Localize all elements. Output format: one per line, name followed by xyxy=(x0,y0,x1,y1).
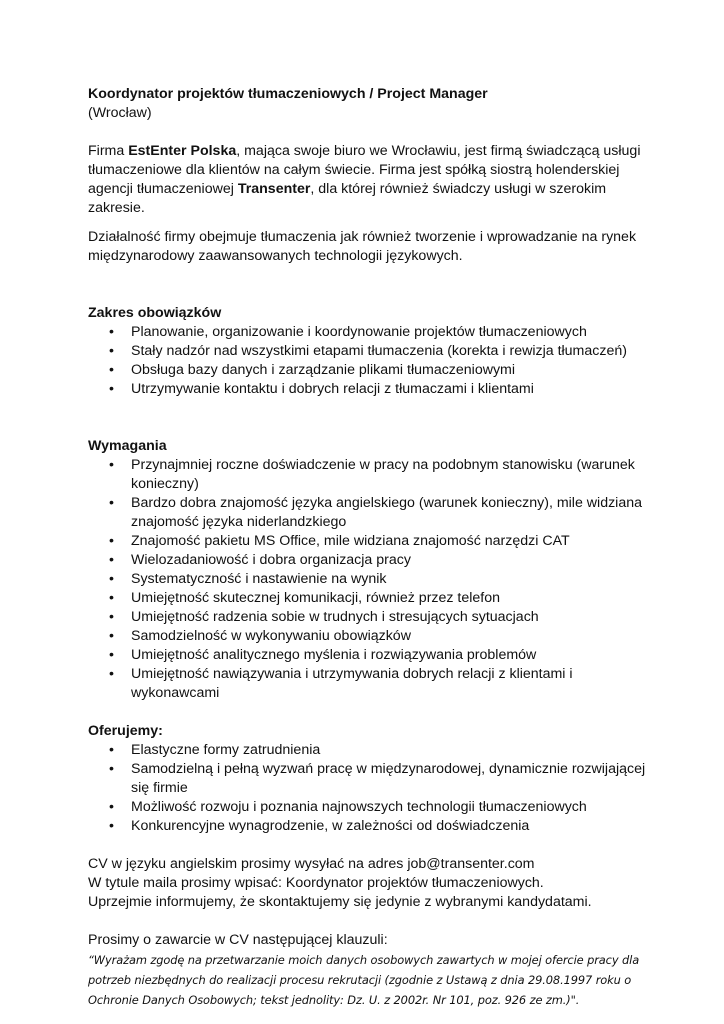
job-location: (Wrocław) xyxy=(88,105,152,121)
offer-list xyxy=(88,741,648,836)
clause-intro: Prosimy o zawarcie w CV następującej klauzuli: xyxy=(88,932,388,948)
list-item: • Utrzymywanie kontaktu i dobrych relacji z tłumaczami i klientami xyxy=(88,380,648,399)
document-page xyxy=(88,85,648,1010)
intro-paragraph-activity: Działalność firmy obejmuje tłumaczenia jak również tworzenie i wprowadzanie na rynek międzynarodowy zaawansowanych technologii językowych. xyxy=(88,229,637,264)
list-item: • Bardzo dobra znajomość języka angielskiego (warunek konieczny), mile widziana znajomość języka niderlandzkiego xyxy=(88,494,648,532)
application-notice-line: Uprzejmie informujemy, że skontaktujemy się jedynie z wybranymi kandydatami. xyxy=(88,894,592,910)
list-item: • Umiejętność nawiązywania i utrzymywania dobrych relacji z klientami i wykonawcami xyxy=(88,665,648,703)
responsibilities-list xyxy=(88,323,648,399)
application-email-line: CV w języku angielskim prosimy wysyłać na adres job@transenter.com xyxy=(88,856,535,872)
list-item: • Konkurencyjne wynagrodzenie, w zależności od doświadczenia xyxy=(88,817,648,836)
requirements-list xyxy=(88,456,648,703)
list-item: • Obsługa bazy danych i zarządzanie plikami tłumaczeniowymi xyxy=(88,361,648,380)
list-item: • Systematyczność i nastawienie na wynik xyxy=(88,570,648,589)
list-item: • Umiejętność radzenia sobie w trudnych i stresujących sytuacjach xyxy=(88,608,648,627)
list-item: • Samodzielność w wykonywaniu obowiązków xyxy=(88,627,648,646)
intro-text-b: , mająca swoje biuro we Wrocławiu, jest firmą świadczącą usługi tłumaczeniowe dla klientów na całym świecie. Firma jest spółką siostrą holenderskiej agencji tłumaczeniowej xyxy=(88,143,641,197)
list-item: • Wielozadaniowość i dobra organizacja pracy xyxy=(88,551,648,570)
list-item: • Planowanie, organizowanie i koordynowanie projektów tłumaczeniowych xyxy=(88,323,648,342)
intro-paragraph-company xyxy=(88,142,648,218)
list-item: • Możliwość rozwoju i poznania najnowszych technologii tłumaczeniowych xyxy=(88,798,648,817)
list-item: • Umiejętność skutecznej komunikacji, również przez telefon xyxy=(88,589,648,608)
list-item: • Elastyczne formy zatrudnienia xyxy=(88,741,648,760)
intro-text-c: , dla której również świadczy usługi w szerokim zakresie. xyxy=(88,181,607,216)
list-item: • Umiejętność analitycznego myślenia i rozwiązywania problemów xyxy=(88,646,648,665)
job-title: Koordynator projektów tłumaczeniowych / Project Manager xyxy=(88,86,488,102)
requirements-heading: Wymagania xyxy=(88,438,167,454)
company-name: EstEnter Polska xyxy=(128,143,237,159)
intro-text-a: Firma xyxy=(88,143,129,159)
offer-heading: Oferujemy: xyxy=(88,723,163,739)
gdpr-clause: “Wyrażam zgodę na przetwarzanie moich danych osobowych zawartych w mojej ofercie pracy dla potrzeb niezbędnych do realizacji procesu rekrutacji (zgodnie z Ustawą z dnia 29.08.1997 roku o Ochronie Danych Osobowych; tekst jednolity: Dz. U. z 2002r. Nr 101, poz. 926 ze zm.)". xyxy=(88,953,640,1007)
list-item: • Znajomość pakietu MS Office, mile widziana znajomość narzędzi CAT xyxy=(88,532,648,551)
list-item: • Przynajmniej roczne doświadczenie w pracy na podobnym stanowisku (warunek konieczny) xyxy=(88,456,648,494)
partner-name: Transenter xyxy=(237,181,311,197)
responsibilities-heading: Zakres obowiązków xyxy=(88,305,222,321)
list-item: • Samodzielną i pełną wyzwań pracę w międzynarodowej, dynamicznie rozwijającej się firmie xyxy=(88,760,648,798)
application-subject-line: W tytule maila prosimy wpisać: Koordynator projektów tłumaczeniowych. xyxy=(88,875,544,891)
list-item: • Stały nadzór nad wszystkimi etapami tłumaczenia (korekta i rewizja tłumaczeń) xyxy=(88,342,648,361)
